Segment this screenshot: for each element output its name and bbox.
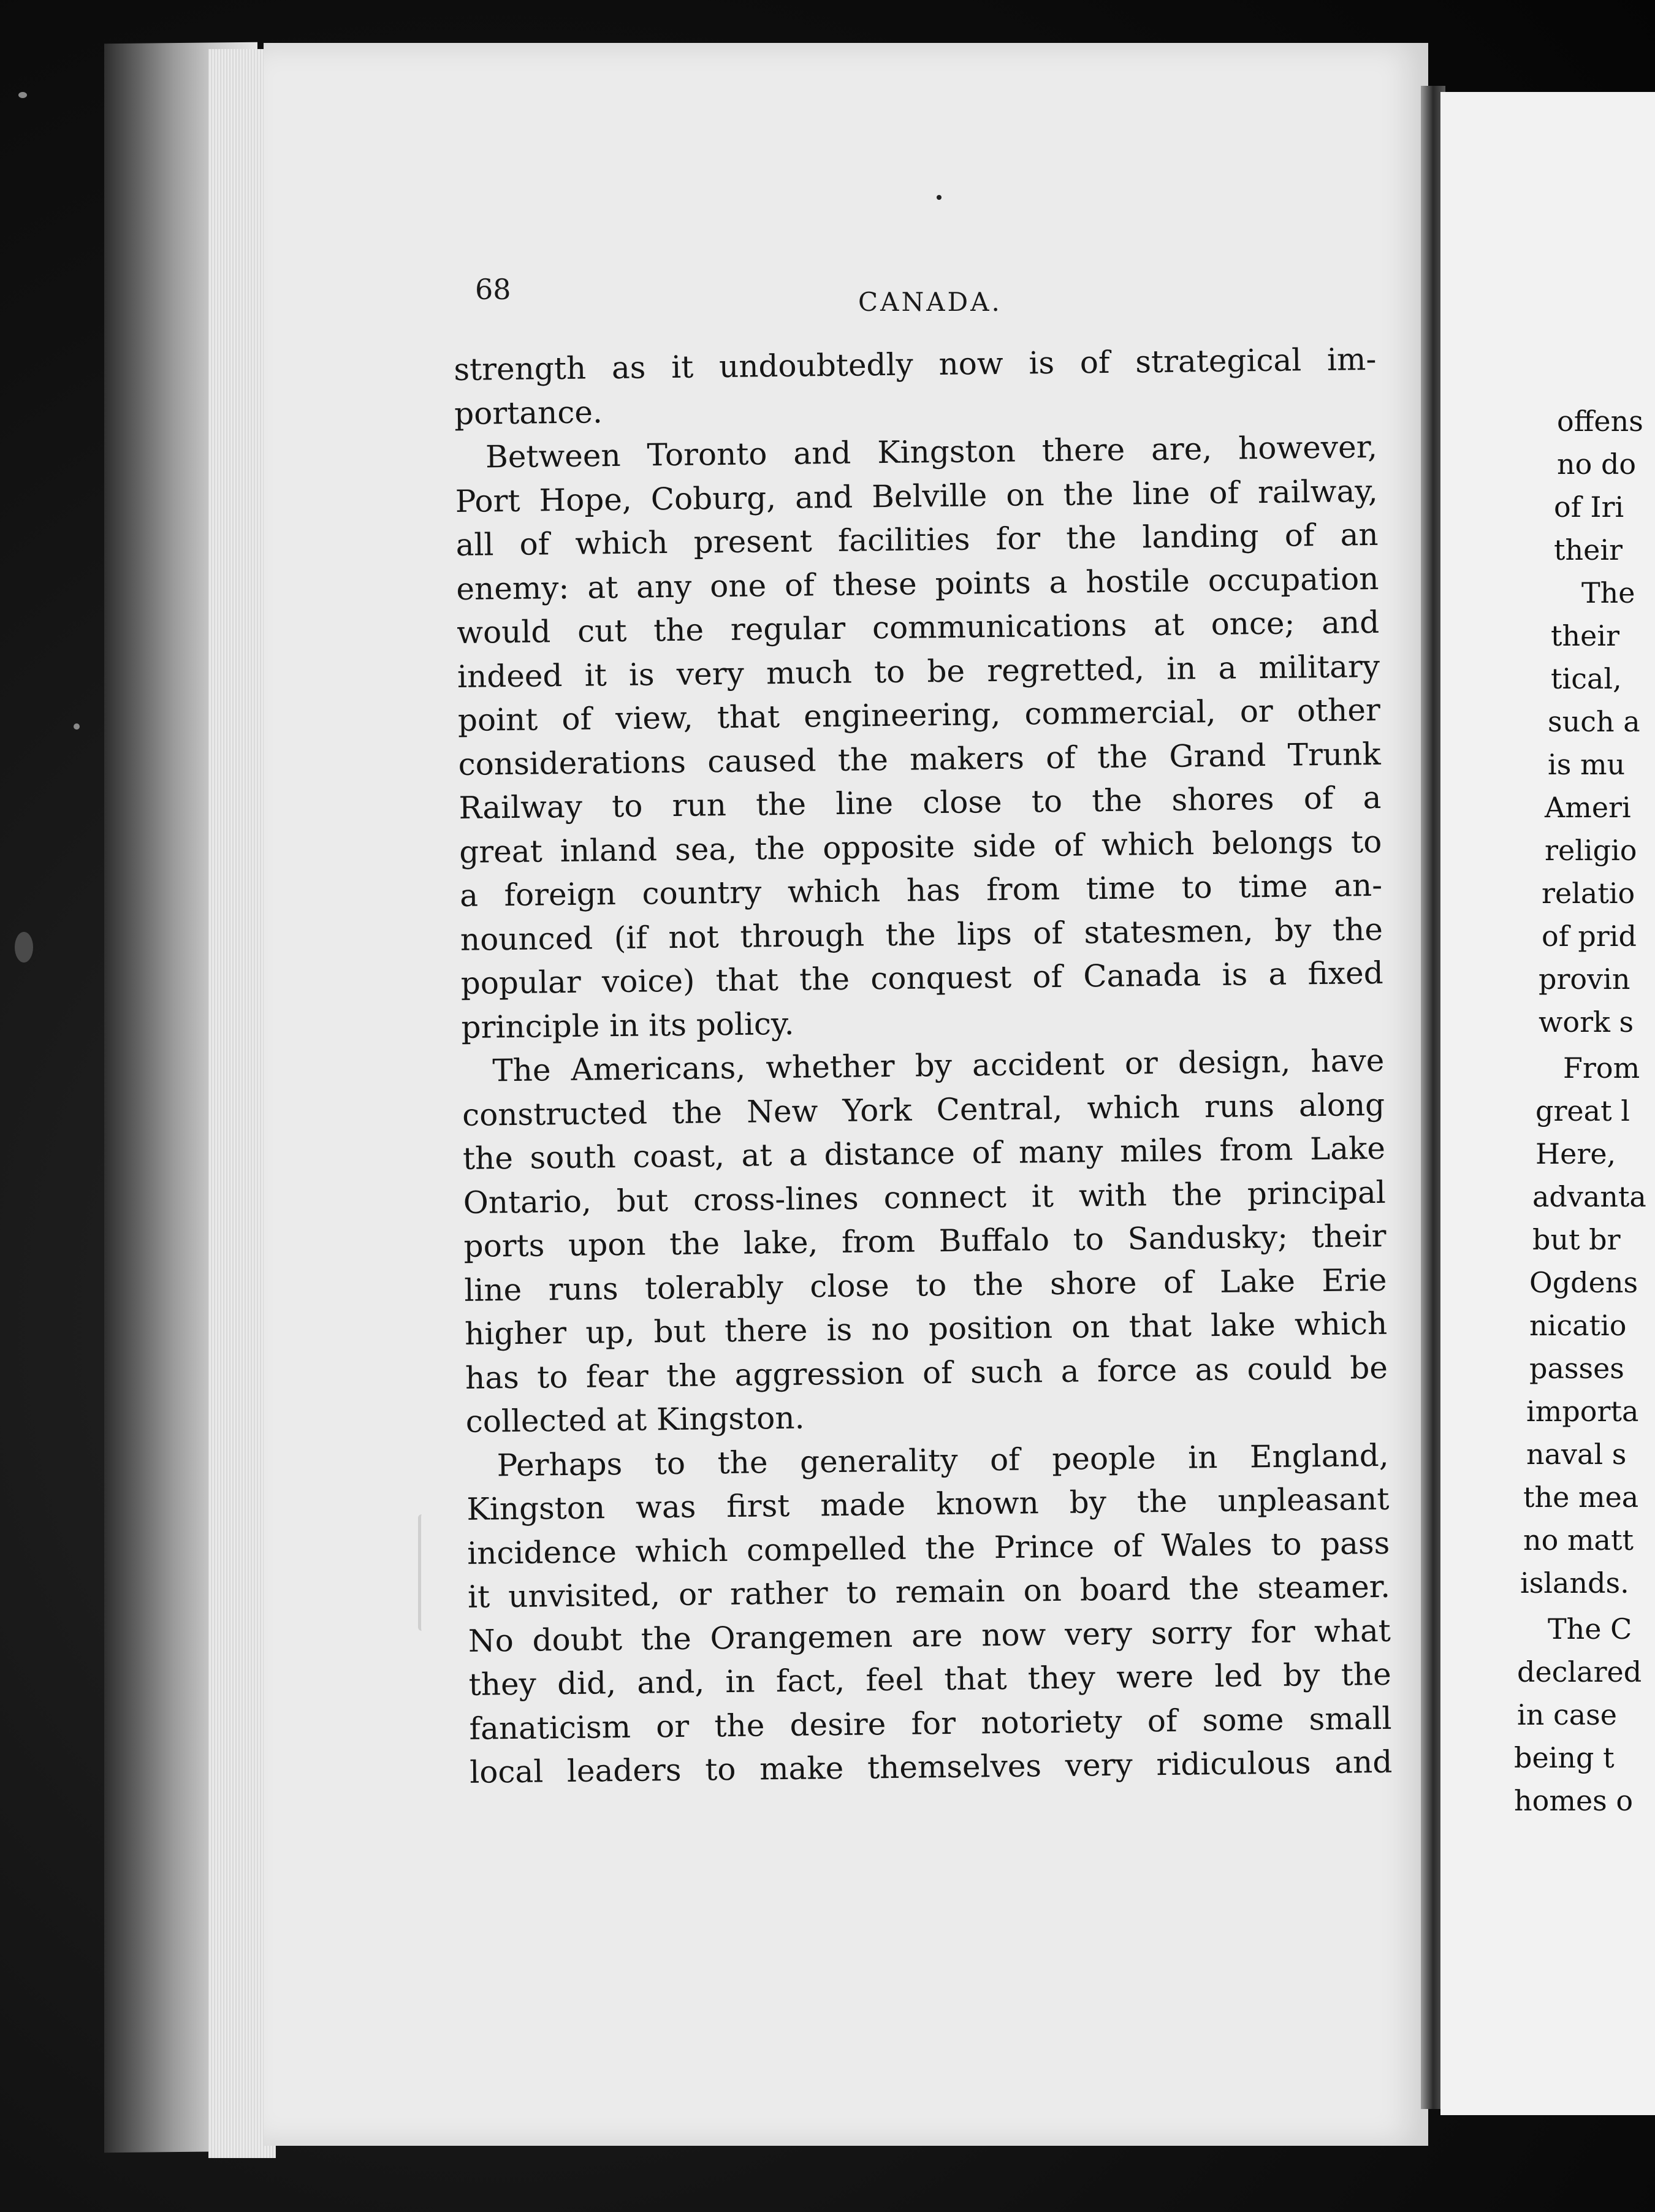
text-line: higher up, but there is no position on that lake which (464, 1305, 1388, 1352)
scan-speck (18, 92, 27, 98)
text-line: fanaticism or the desire for notoriety of some small (469, 1700, 1392, 1747)
page-number: 68 (475, 273, 511, 306)
text-line: portance. (454, 394, 603, 432)
text-line: it unvisited, or rather to remain on board the steamer. (467, 1568, 1391, 1615)
text-line: Perhaps to the generality of people in England, (496, 1437, 1389, 1483)
right-page-fragment: their (1551, 619, 1620, 652)
right-page-fragment: tical, (1551, 662, 1622, 695)
text-line: Kingston was first made known by the unpleasant (466, 1481, 1390, 1527)
right-page-fragment: Ameri (1545, 791, 1631, 824)
text-line: Railway to run the line close to the shores of a (458, 779, 1382, 826)
text-line: strength as it undoubtedly now is of strategical im- (454, 341, 1377, 387)
right-page-fragment: From (1563, 1051, 1640, 1085)
right-page-fragment: of Iri (1554, 490, 1624, 524)
text-line: great inland sea, the opposite side of which belongs to (458, 823, 1382, 870)
text-line: nounced (if not through the lips of statesmen, by the (460, 911, 1383, 958)
text-line: Ontario, but cross-lines connect it with the principal (463, 1174, 1387, 1221)
right-page-fragment: naval s (1526, 1438, 1627, 1471)
right-page-fragment: Here, (1535, 1137, 1616, 1170)
text-line: popular voice) that the conquest of Canada is a fixed (460, 955, 1383, 1001)
text-line: considerations caused the makers of the Grand Trunk (458, 736, 1381, 782)
right-page-fragment: homes o (1514, 1784, 1634, 1817)
right-page-fragment: no do (1557, 448, 1637, 481)
scan-speck (937, 195, 942, 200)
right-page-fragment: of prid (1542, 920, 1637, 953)
right-page (1440, 92, 1655, 2115)
text-line: Between Toronto and Kingston there are, however, (485, 429, 1378, 475)
text-line: has to fear the aggression of such a force as could be (465, 1349, 1388, 1396)
body-text (454, 338, 1393, 1794)
text-line: collected at Kingston. (465, 1400, 805, 1440)
scan-speck (74, 723, 80, 730)
text-line: Port Hope, Coburg, and Belville on the line of railway, (455, 473, 1379, 519)
text-line: point of view, that engineering, commercial, or other (457, 692, 1381, 738)
right-page-fragment: declared (1517, 1655, 1642, 1688)
text-line: the south coast, at a distance of many miles from Lake (462, 1130, 1386, 1177)
running-head: CANADA. (858, 287, 1002, 317)
text-line: No doubt the Orangemen are now very sorry for what (468, 1612, 1391, 1659)
right-page-fragment: in case (1517, 1698, 1617, 1731)
text-line: a foreign country which has from time to time an- (459, 867, 1383, 913)
right-page-fragment: islands. (1520, 1566, 1629, 1600)
right-page-fragment: nicatio (1529, 1309, 1627, 1342)
right-page-fragment: such a (1548, 705, 1640, 738)
right-page-fragment: advanta (1532, 1180, 1646, 1213)
text-line: would cut the regular communications at once; and (456, 604, 1380, 650)
right-page-fragment: the mea (1523, 1481, 1639, 1514)
text-line: incidence which compelled the Prince of Wales to pass (466, 1525, 1390, 1571)
right-page-fragment: work s (1539, 1005, 1634, 1039)
text-line: principle in its policy. (461, 1005, 794, 1045)
right-page-fragment: importa (1526, 1395, 1639, 1428)
margin-pencil-mark (418, 1514, 426, 1631)
right-page-fragment: religio (1545, 834, 1637, 867)
right-page-fragment: relatio (1542, 877, 1635, 910)
right-page-fragment: no matt (1523, 1524, 1634, 1557)
text-line: local leaders to make themselves very ridiculous and (470, 1744, 1393, 1790)
right-page-fragment: being t (1514, 1741, 1615, 1774)
scan-speck (15, 932, 33, 963)
text-line: ports upon the lake, from Buffalo to Sandusky; their (463, 1218, 1387, 1264)
right-page-fragment: their (1554, 533, 1623, 566)
right-page-fragment: great l (1535, 1094, 1630, 1127)
right-page-fragment: passes (1529, 1352, 1624, 1385)
right-page-fragment: offens (1557, 405, 1643, 438)
text-line: line runs tolerably close to the shore of Lake Erie (464, 1262, 1387, 1308)
right-page-fragment: The C (1548, 1612, 1632, 1646)
text-line: all of which present facilities for the landing of an (455, 516, 1379, 563)
right-page-fragment: but br (1532, 1223, 1621, 1256)
right-page-fragment: provin (1539, 963, 1630, 996)
text-line: they did, and, in fact, feel that they were led by the (468, 1656, 1391, 1703)
right-page-fragment: Ogdens (1529, 1266, 1638, 1299)
text-line: enemy: at any one of these points a hostile occupation (456, 560, 1379, 607)
right-page-fragment: The (1581, 576, 1635, 609)
text-line: The Americans, whether by accident or design, have (492, 1042, 1385, 1089)
text-line: indeed it is very much to be regretted, in a military (457, 648, 1380, 695)
text-line: constructed the New York Central, which runs along (462, 1086, 1385, 1133)
right-page-fragment: is mu (1548, 748, 1626, 781)
